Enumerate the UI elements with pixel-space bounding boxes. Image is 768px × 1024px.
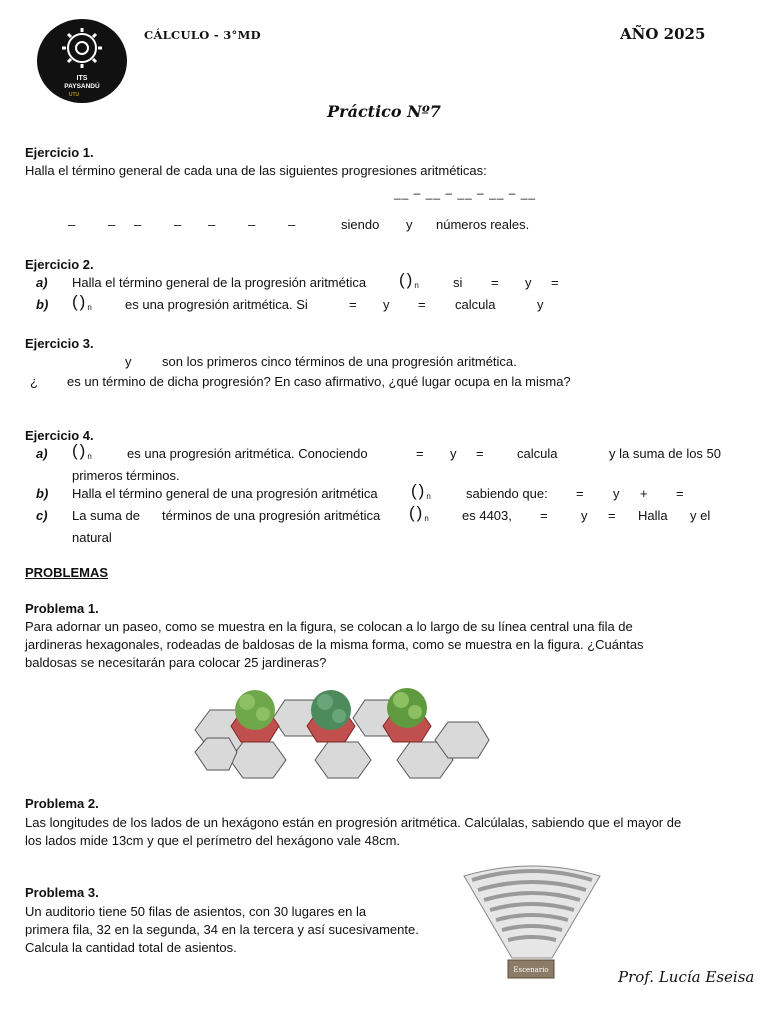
ej4-c-yel: y el (690, 508, 711, 523)
p3-line: primera fila, 32 en la segunda, 34 en la tercera y así sucesivamente. (25, 922, 419, 937)
ej1-dash: – (288, 217, 296, 232)
p3-heading: Problema 3. (25, 885, 99, 900)
ej1-dash: – (68, 217, 76, 232)
logo-text-paysandu: PAYSANDÚ (64, 83, 100, 90)
ej3-line2: es un término de dicha progresión? En caso afirmativo, ¿qué lugar ocupa en la misma? (67, 374, 571, 389)
paren-pair: $()_n$ (399, 270, 421, 290)
p1-line: Para adornar un paseo, como se muestra en la figura, se colocan a lo largo de su línea central una fila de (25, 619, 633, 634)
logo-text-its: ITS (76, 75, 88, 82)
ej4-b-text: Halla el término general de una progresión aritmética (72, 486, 378, 501)
page-title: Práctico Nº7 (327, 102, 441, 121)
ej1-heading: Ejercicio 1. (25, 145, 94, 160)
equals: = (551, 275, 559, 290)
ej3-heading: Ejercicio 3. (25, 336, 94, 351)
ej3-line1: son los primeros cinco términos de una progresión aritmética. (162, 354, 517, 369)
ej2-heading: Ejercicio 2. (25, 257, 94, 272)
equals: = (349, 297, 357, 312)
ej4-b-sab: sabiendo que: (466, 486, 548, 501)
p2-line: Las longitudes de los lados de un hexágono están en progresión aritmética. Calcúlalas, sabiendo que el mayor de (25, 815, 682, 830)
year-label: AÑO 2025 (620, 25, 706, 43)
signature: Prof. Lucía Eseisa (618, 968, 755, 986)
ej4-a-sum: y la suma de los 50 (609, 446, 722, 461)
ej1-dash: – (108, 217, 116, 232)
ej2-a-text: Halla el término general de la progresión aritmética (72, 275, 367, 290)
equals: = (476, 446, 484, 461)
ej1-dash: – (174, 217, 182, 232)
ej2-y: y (525, 275, 532, 290)
ej4-a-label: a) (36, 446, 48, 461)
ej1-dash: – (208, 217, 216, 232)
ej1-dash: – (134, 217, 142, 232)
ej1-word: números reales. (436, 217, 530, 232)
p3-line: Calcula la cantidad total de asientos. (25, 940, 237, 955)
p1-line: jardineras hexagonales, rodeadas de baldosas de la misma forma, como se muestra en la figura. ¿Cuántas (25, 637, 644, 652)
ej4-b-label: b) (36, 486, 49, 501)
equals: = (491, 275, 499, 290)
ej2-y: y (383, 297, 390, 312)
p1-line: baldosas se necesitarán para colocar 25 jardineras? (25, 655, 327, 670)
paren-pair: $()_n$ (72, 441, 94, 461)
plus: + (640, 486, 648, 501)
equals: = (540, 508, 548, 523)
p1-heading: Problema 1. (25, 601, 99, 616)
ej4-y: y (450, 446, 457, 461)
logo-text-utu: UTU (68, 92, 80, 98)
ej1-word: y (406, 217, 413, 232)
equals: = (418, 297, 426, 312)
ej4-heading: Ejercicio 4. (25, 428, 94, 443)
hexagon-planters-figure (185, 680, 491, 788)
ej3-y: y (125, 354, 132, 369)
ej4-c-halla: Halla (638, 508, 668, 523)
ej1-dash: – (248, 217, 256, 232)
p2-line: los lados mide 13cm y que el perímetro del hexágono vale 48cm. (25, 833, 401, 848)
ej1-word: siendo (341, 217, 380, 232)
equals: = (608, 508, 616, 523)
its-paysandu-logo (36, 18, 128, 104)
ej4-c-label: c) (36, 508, 48, 523)
p2-heading: Problema 2. (25, 796, 99, 811)
ej4-c-text1: La suma de (72, 508, 140, 523)
ej4-c-es: es 4403, (462, 508, 512, 523)
ej2-a-label: a) (36, 275, 48, 290)
ej4-c-text2: términos de una progresión aritmética (162, 508, 381, 523)
ej4-a-text2: primeros términos. (72, 468, 180, 483)
paren-pair: $()_n$ (411, 481, 433, 501)
ej1-fractions: __ – __ – __ – __ – __ (394, 186, 537, 200)
paren-pair: $()_n$ (72, 292, 94, 312)
ej3-question-mark: ¿ (30, 374, 38, 389)
ej4-a-text: es una progresión aritmética. Conociendo (127, 446, 368, 461)
ej4-y: y (613, 486, 620, 501)
equals: = (416, 446, 424, 461)
p3-line: Un auditorio tiene 50 filas de asientos, con 30 lugares en la (25, 904, 367, 919)
ej2-a-si: si (453, 275, 463, 290)
ej4-c-text3: natural (72, 530, 112, 545)
equals: = (576, 486, 584, 501)
ej2-b-calc: calcula (455, 297, 496, 312)
problemas-heading: PROBLEMAS (25, 565, 109, 580)
paren-pair: $()_n$ (409, 503, 431, 523)
equals: = (676, 486, 684, 501)
ej1-text: Halla el término general de cada una de las siguientes progresiones aritméticas: (25, 163, 487, 178)
stage-label: Escenario (513, 966, 549, 974)
ej2-y: y (537, 297, 544, 312)
ej4-a-calc: calcula (517, 446, 558, 461)
course-label: CÁLCULO - 3°MD (144, 28, 261, 42)
ej2-b-text: es una progresión aritmética. Si (125, 297, 308, 312)
ej4-y: y (581, 508, 588, 523)
ej2-b-label: b) (36, 297, 49, 312)
auditorium-figure (462, 862, 602, 984)
